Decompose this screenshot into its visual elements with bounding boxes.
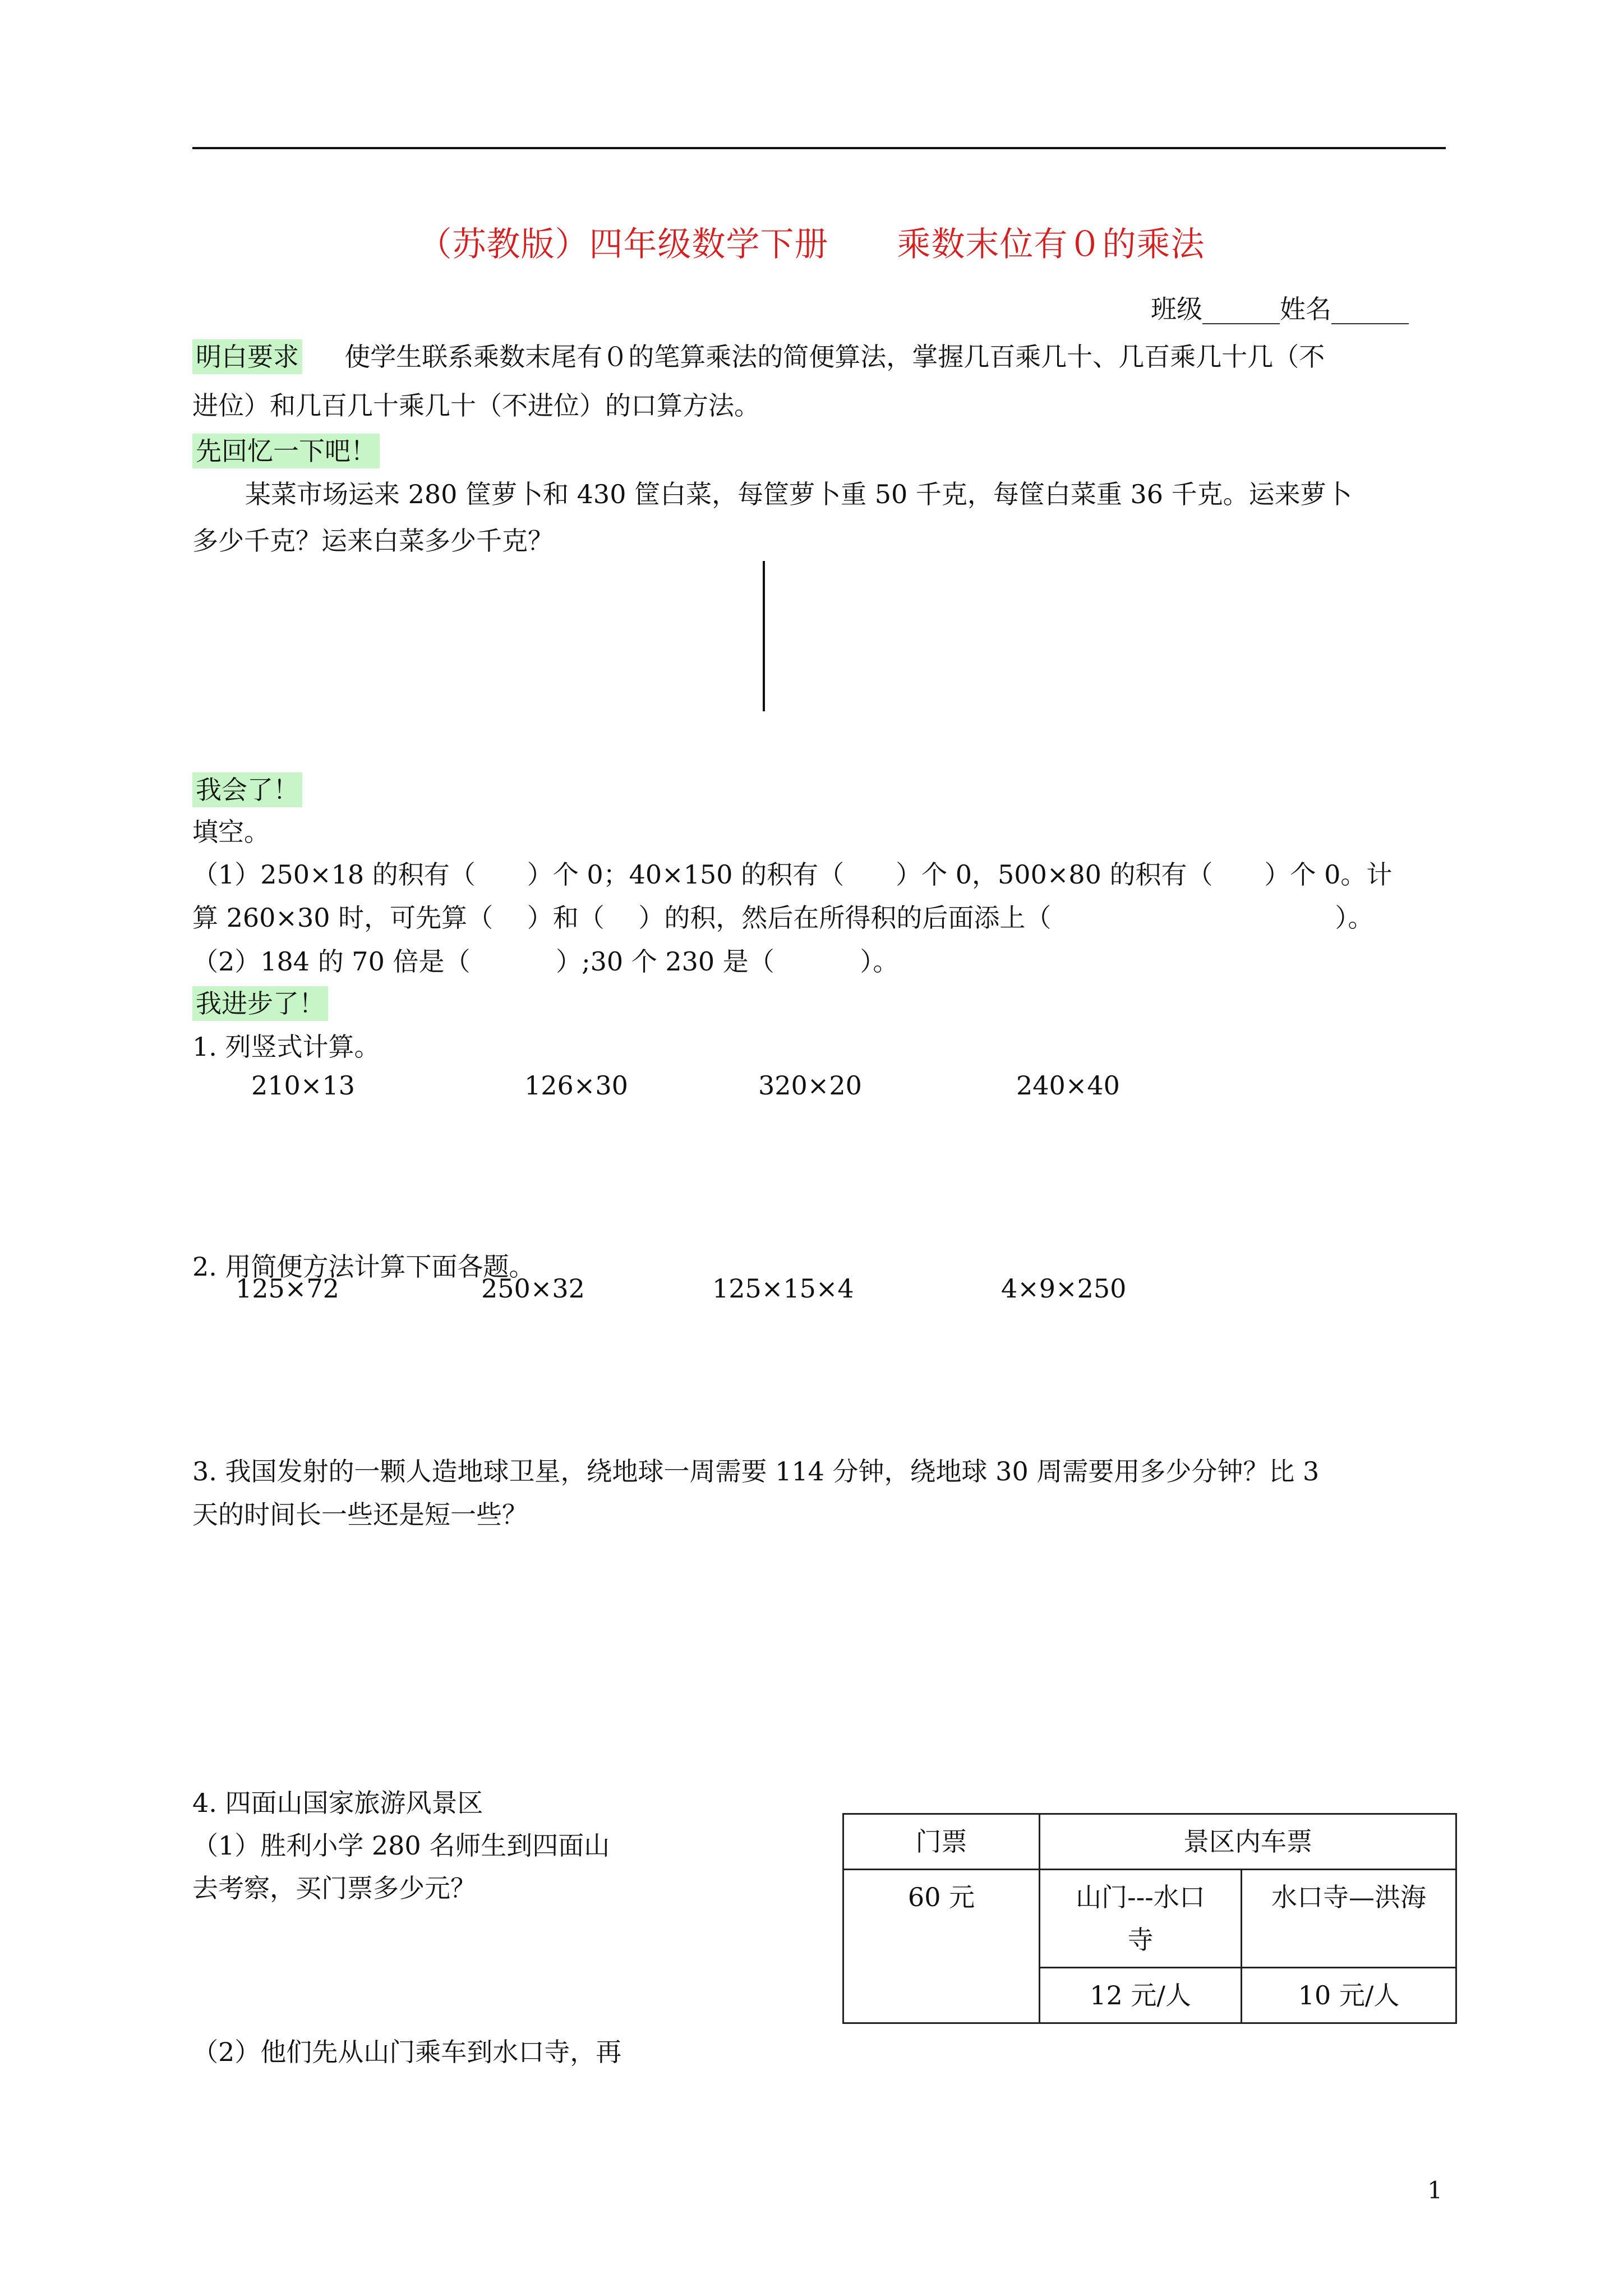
recall-text-1: 某菜市场运来 280 筐萝卜和 430 筐白菜，每筐萝卜重 50 千克，每筐白菜重 36 千克。运来萝卜 — [245, 479, 1352, 509]
p2-title: 2. 用简便方法计算下面各题。 — [192, 1251, 535, 1282]
learned-label: 我会了！ — [192, 772, 302, 807]
table-row — [843, 1814, 1456, 1870]
page-title: （苏教版）四年级数学下册 乘数末位有０的乘法 — [418, 225, 1205, 264]
header-bus-ticket: 景区内车票 — [1040, 1814, 1456, 1870]
p2-item: 125×15×4 — [712, 1273, 854, 1304]
fill-q1-line-1: （1）250×18 的积有（ ）个 0；40×150 的积有（ ）个 0，500×80 的积有（ ）个 0。计 — [192, 859, 1393, 890]
progress-heading — [192, 983, 328, 1020]
route-1-line-1: 山门---水口 — [1076, 1882, 1205, 1912]
p4-q2: （2）他们先从山门乘车到水口寺，再 — [192, 2037, 622, 2067]
page-number: 1 — [1427, 2177, 1442, 2204]
p1-item: 240×40 — [1016, 1070, 1120, 1101]
header-ticket: 门票 — [843, 1814, 1040, 1870]
ticket-price: 60 元 — [843, 1870, 1040, 2023]
header-rule — [192, 147, 1446, 149]
p1-item: 320×20 — [758, 1070, 862, 1101]
fill-q2: （2）184 的 70 倍是（ ）;30 个 230 是（ ）。 — [192, 946, 899, 977]
fill-blank-title: 填空。 — [192, 817, 270, 847]
route-2-price: 10 元/人 — [1242, 1968, 1456, 2023]
table-row — [843, 1870, 1456, 1968]
learned-heading — [192, 770, 302, 807]
p2-item: 125×72 — [236, 1273, 339, 1304]
requirement-label: 明白要求 — [192, 339, 302, 374]
recall-label: 先回忆一下吧！ — [192, 434, 380, 468]
recall-text-2: 多少千克？运来白菜多少千克？ — [192, 526, 554, 556]
requirement-text-1: 使学生联系乘数末尾有０的笔算乘法的简便算法，掌握几百乘几十、几百乘几十几（不 — [344, 342, 1325, 372]
p1-title: 1. 列竖式计算。 — [192, 1032, 380, 1062]
p1-item: 210×13 — [251, 1070, 355, 1101]
requirement-line-2: 进位）和几百几十乘几十（不进位）的口算方法。 — [192, 390, 760, 421]
p4-title: 4. 四面山国家旅游风景区 — [192, 1788, 483, 1818]
p2-item: 4×9×250 — [1001, 1273, 1127, 1304]
p3-line-1: 3. 我国发射的一颗人造地球卫星，绕地球一周需要 114 分钟，绕地球 30 周需要用多少分钟？比 3 — [192, 1456, 1320, 1487]
progress-label: 我进步了！ — [192, 986, 328, 1021]
recall-heading — [192, 431, 380, 468]
fee-table — [842, 1813, 1457, 2024]
route-2: 水口寺—洪海 — [1242, 1870, 1456, 1968]
route-1-line-2: 寺 — [1127, 1925, 1154, 1955]
p4-q1-line-1: （1）胜利小学 280 名师生到四面山 — [192, 1830, 610, 1861]
p1-item: 126×30 — [524, 1070, 628, 1101]
fill-q1-line-2: 算 260×30 时，可先算（ ）和（ ）的积，然后在所得积的后面添上（ ）。 — [192, 903, 1374, 933]
divider-vertical — [763, 561, 765, 711]
route-1-price: 12 元/人 — [1040, 1968, 1242, 2023]
p3-line-2: 天的时间长一些还是短一些？ — [192, 1499, 528, 1530]
p4-q1-line-2: 去考察，买门票多少元？ — [192, 1873, 476, 1903]
requirement-line-1 — [192, 337, 1325, 374]
route-1 — [1040, 1870, 1242, 1968]
class-name-line: 班级______姓名______ — [1151, 294, 1409, 324]
p2-item: 250×32 — [481, 1273, 585, 1304]
